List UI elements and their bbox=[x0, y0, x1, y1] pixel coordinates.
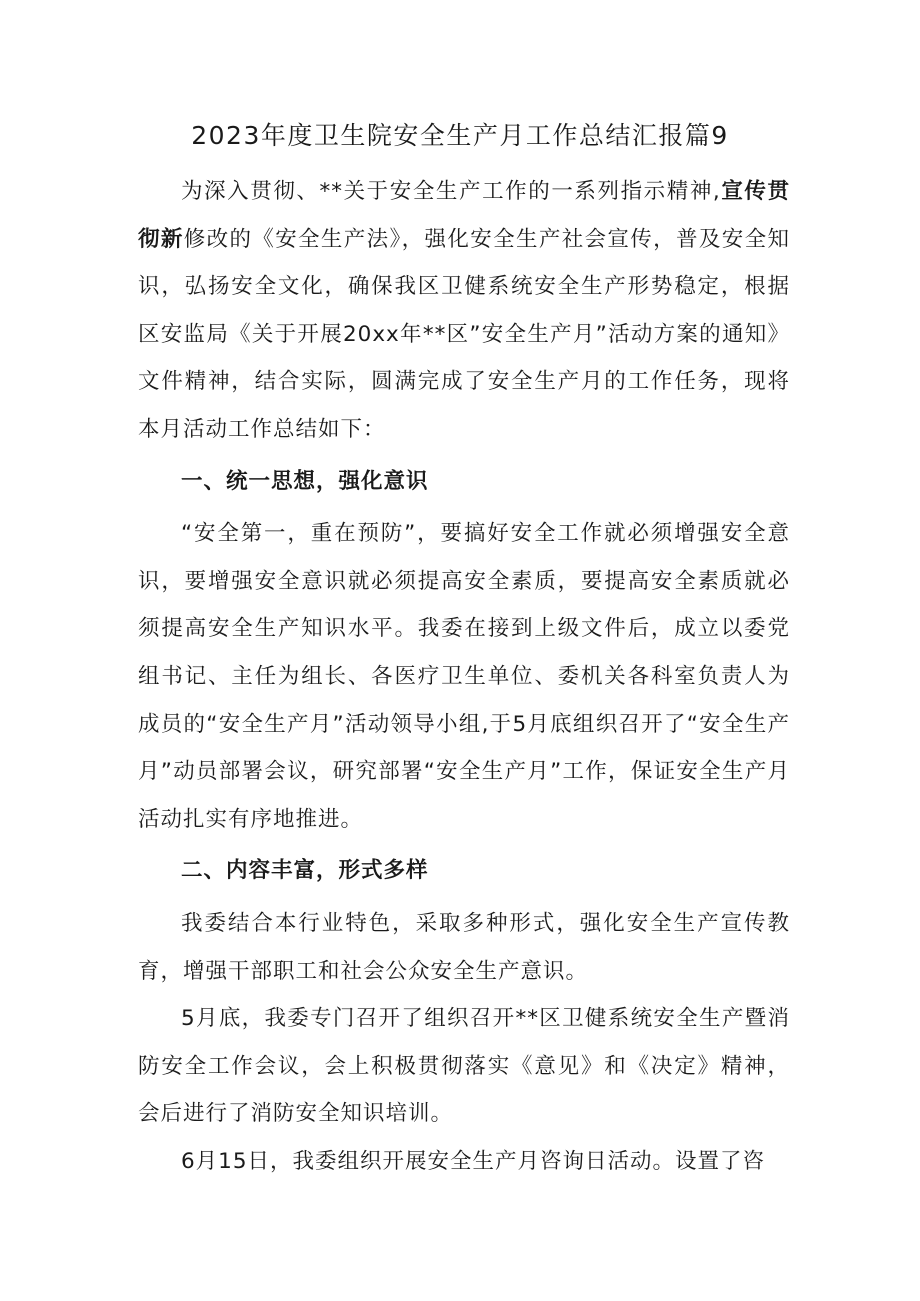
section2-paragraph: 我委结合本行业特色，采取多种形式，强化安全生产宣传教育，增强干部职工和社会公众安全生产意识。 bbox=[138, 910, 790, 984]
intro-text-part1: 为深入贯彻、**关于安全生产工作的一系列指示精神, bbox=[181, 179, 721, 204]
section2-paragraph: 5月底，我委专门召开了组织召开**区卫健系统安全生产暨消防安全工作会议，会上积极贯彻落实《意见》和《决定》精神，会后进行了消防安全知识培训。 bbox=[138, 1006, 790, 1127]
document-body bbox=[138, 168, 790, 1185]
section1-paragraph: “安全第一，重在预防”，要搞好安全工作就必须增强安全意识，要增强安全意识就必须提高安全素质，要提高安全素质就必须提高安全生产知识水平。我委在接到上级文件后，成立以委党组书记、主任为组长、各医疗卫生单位、委机关各科室负责人为成员的“安全生产月”活动领导小组,于5月底组织召开了“安全生产月”动员部署会议，研究部署“安全生产月”工作，保证安全生产月活动扎实有序地推进。 bbox=[138, 521, 790, 832]
section2-paragraph: 6月15日，我委组织开展安全生产月咨询日活动。设置了咨 bbox=[181, 1148, 766, 1174]
document-title: 2023年度卫生院安全生产月工作总结汇报篇9 bbox=[191, 121, 729, 150]
intro-paragraph bbox=[138, 168, 790, 454]
section1-heading: 一、统一思想，强化意识 bbox=[181, 468, 429, 494]
intro-text-part2: 修改的《安全生产法》，强化安全生产社会宣传，普及安全知识，弘扬安全文化，确保我区卫健系统安全生产形势稳定，根据区安监局《关于开展20xx年**区”安全生产月”活动方案的通知》文件精神，结合实际，圆满完成了安全生产月的工作任务，现将本月活动工作总结如下： bbox=[138, 226, 790, 442]
intro-emphasis: 宣传贯彻新 bbox=[138, 179, 790, 252]
section2-heading: 二、内容丰富，形式多样 bbox=[181, 858, 429, 884]
